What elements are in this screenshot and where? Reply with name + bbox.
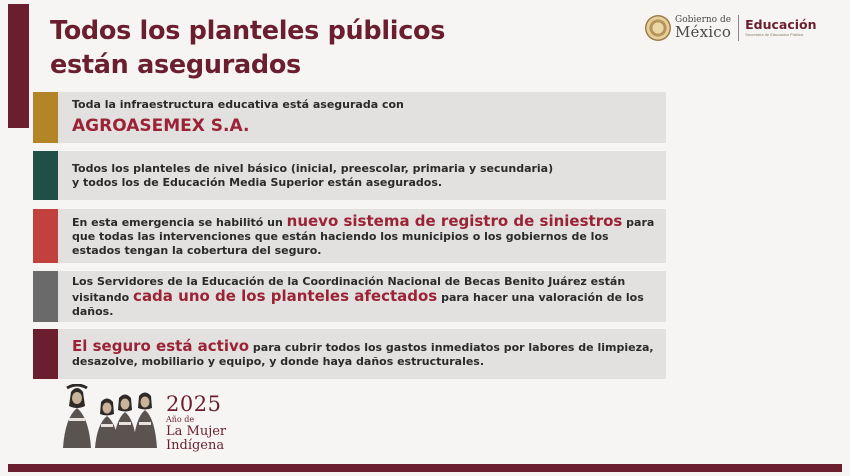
educacion-logo — [745, 16, 817, 38]
info-box-active — [33, 329, 666, 379]
info-box-visits — [33, 271, 666, 322]
accent-bar — [8, 4, 29, 128]
box-highlight: AGROASEMEX S.A. — [72, 116, 250, 136]
year-badge — [166, 394, 246, 452]
box-line: Los Servidores de la Educación de la Coordinación Nacional de Becas Benito Juárez están — [72, 274, 626, 288]
gov-line-2: México — [675, 23, 732, 41]
color-stripe — [33, 151, 58, 200]
box-text-after: para hacer una valoración de los daños. — [72, 290, 644, 318]
box-text-before: En esta emergencia se habilitó un — [72, 216, 283, 229]
box-line: Todos los planteles de nivel básico (inicial, preescolar, primaria y secundaria) — [72, 161, 554, 175]
box-text — [72, 329, 656, 379]
page-title — [50, 14, 610, 82]
color-stripe — [33, 329, 58, 379]
gobierno-text — [675, 16, 731, 40]
color-stripe — [33, 92, 58, 143]
year-number: 2025 — [166, 392, 222, 416]
color-stripe — [33, 209, 58, 263]
edu-sub: Secretaría de Educación Pública — [745, 32, 804, 38]
year-line-2: La Mujer — [166, 424, 227, 439]
box-text — [72, 271, 656, 322]
gov-line-1: Gobierno de — [675, 15, 732, 25]
bottom-accent-bar — [8, 464, 842, 472]
year-line-1: Año de — [166, 415, 195, 424]
box-line: Toda la infraestructura educativa está asegurada con — [72, 98, 404, 111]
box-text — [72, 151, 656, 200]
eagle-seal-icon — [645, 15, 671, 41]
box-highlight: cada uno de los planteles afectados — [133, 286, 438, 305]
box-text-before: visitando — [72, 290, 130, 304]
box-paragraph — [72, 286, 656, 319]
box-paragraph — [72, 339, 656, 369]
info-box-registry — [33, 209, 666, 263]
info-box-levels — [33, 151, 666, 200]
year-line-3: Indígena — [166, 438, 225, 453]
box-line: y todos los de Educación Media Superior están asegurados. — [72, 175, 443, 189]
box-highlight: El seguro está activo — [72, 337, 250, 355]
color-stripe — [33, 271, 58, 322]
box-highlight: nuevo sistema de registro de siniestros — [286, 212, 623, 230]
logo-divider — [738, 15, 739, 41]
box-text-after: para cubrir todos los gastos inmediatos por labores de limpieza, desazolve, mobiliario y equipo, y donde haya daños estructurales. — [72, 341, 654, 368]
box-text — [72, 92, 656, 143]
box-text — [72, 209, 656, 263]
edu-label: Educación — [745, 16, 817, 32]
indigenous-women-illustration — [57, 384, 162, 450]
title-line-2: están asegurados — [50, 50, 301, 80]
gobierno-logo — [645, 13, 825, 43]
box-text-after: para que todas las intervenciones que están haciendo los municipios o los gobiernos de los estados tengan la cobertura del seguro. — [72, 216, 655, 257]
info-box-insurer — [33, 92, 666, 143]
title-line-1: Todos los planteles públicos — [50, 16, 446, 46]
box-paragraph — [72, 214, 656, 258]
